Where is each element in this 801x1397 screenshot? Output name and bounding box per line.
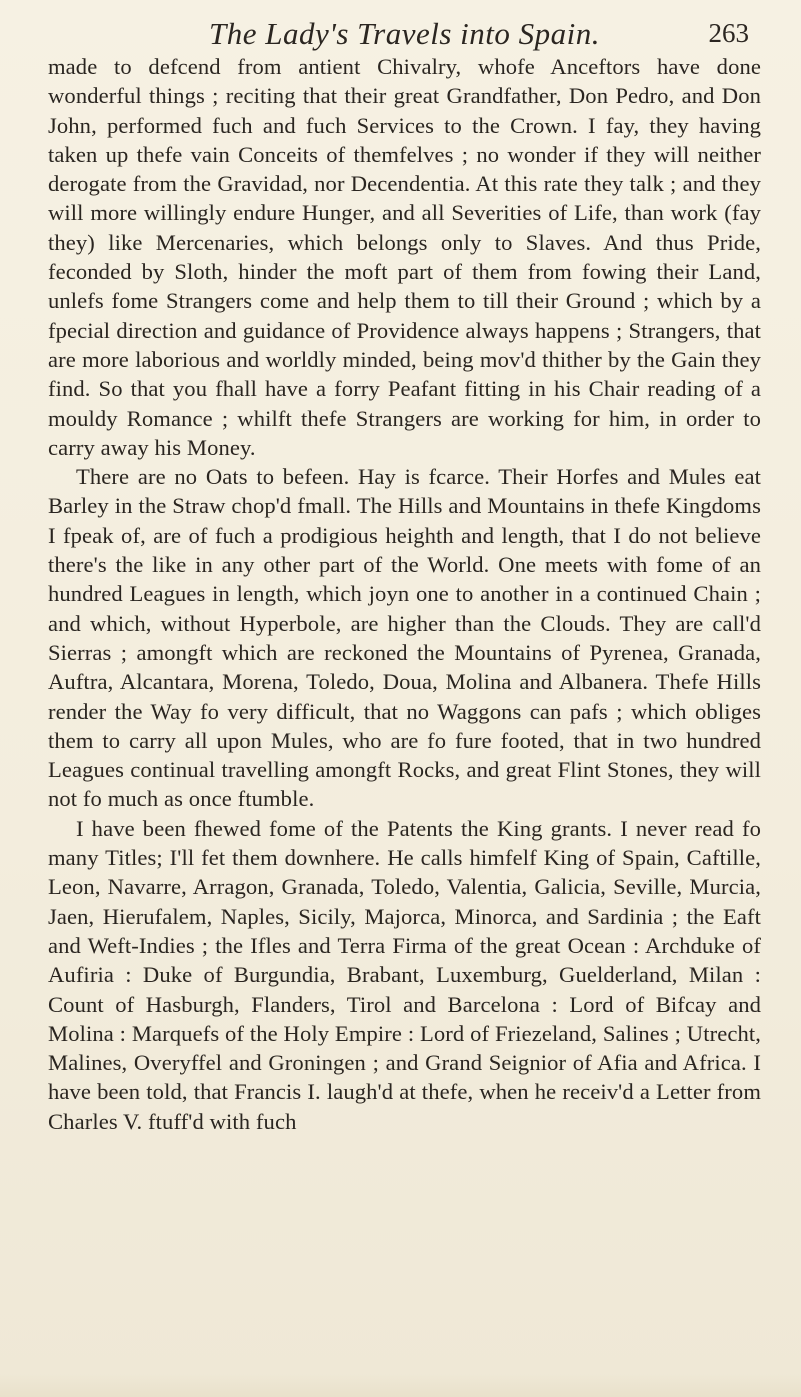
paragraph-king-titles: I have been fhewed fome of the Patents the King grants. I never read fo many Titles; I'll fet them downhere. He calls himfelf King of Spain, Caftille, Leon, Navarre, Arragon, Granada, Toledo, Valentia, Galicia, Seville, Murcia, Jaen, Hierufalem, Naples, Sicily, Majorca, Minorca, and Sardinia ; the Eaft and Weft-Indies ; the Ifles and Terra Firma of the great Ocean : Archduke of Aufiria : Duke of Burgundia, Brabant, Luxemburg, Guelderland, Milan : Count of Hasburgh, Flanders, Tirol and Barcelona : Lord of Bifcay and Molina : Marquefs of the Holy Empire : Lord of Friezeland, Salines ; Utrecht, Malines, Overyffel and Groningen ; and Grand Seignior of Afia and Africa. I have been told, that Francis I. laugh'd at thefe, when he receiv'd a Letter from Charles V. ftuff'd with fuch — [48, 815, 761, 1134]
paragraph-continuation: made to defcend from antient Chivalry, whofe Anceftors have done wonderful things ; reciting that their great Grandfather, Don Pedro, and Don John, performed fuch and fuch Services to the Crown. I fay, they having taken up thefe vain Conceits of themfelves ; no wonder if they will neither derogate from the Gravidad, nor Decendentia. At this rate they talk ; and they will more willingly endure Hunger, and all Severities of Life, than work (fay they) like Mercenaries, which belongs only to Slaves. And thus Pride, feconded by Sloth, hinder the moft part of them from fowing their Land, unlefs fome Strangers come and help them to till their Ground ; which by a fpecial direction and guidance of Providence always happens ; Strangers, that are more laborious and worldly minded, being mov'd thither by the Gain they find. So that you fhall have a forry Peafant fitting in his Chair reading of a mouldy Romance ; whilft thefe Strangers are working for him, in order to carry away his Money. — [48, 54, 761, 460]
paragraph-oats-and-mountains: There are no Oats to befeen. Hay is fcarce. Their Horfes and Mules eat Barley in the Straw chop'd fmall. The Hills and Mountains in thefe Kingdoms I fpeak of, are of fuch a prodigious heighth and length, that I do not believe there's the like in any other part of the World. One meets with fome of an hundred Leagues in length, which joyn one to another in a continued Chain ; and which, without Hyperbole, are higher than the Clouds. They are call'd Sierras ; amongft which are reckoned the Mountains of Pyrenea, Granada, Auftra, Alcantara, Morena, Toledo, Doua, Molina and Albanera. Thefe Hills render the Way fo very difficult, that no Waggons can pafs ; which obliges them to carry all upon Mules, who are fo fure footed, that in two hundred Leagues continual travelling amongft Rocks, and great Flint Stones, they will not fo much as once ftumble. — [48, 464, 761, 812]
body-text — [48, 52, 761, 1136]
running-head — [48, 12, 761, 52]
running-title: The Lady's Travels into Spain. — [208, 16, 601, 51]
page-bottom-edge — [0, 1373, 801, 1397]
page-number: 263 — [708, 18, 749, 48]
